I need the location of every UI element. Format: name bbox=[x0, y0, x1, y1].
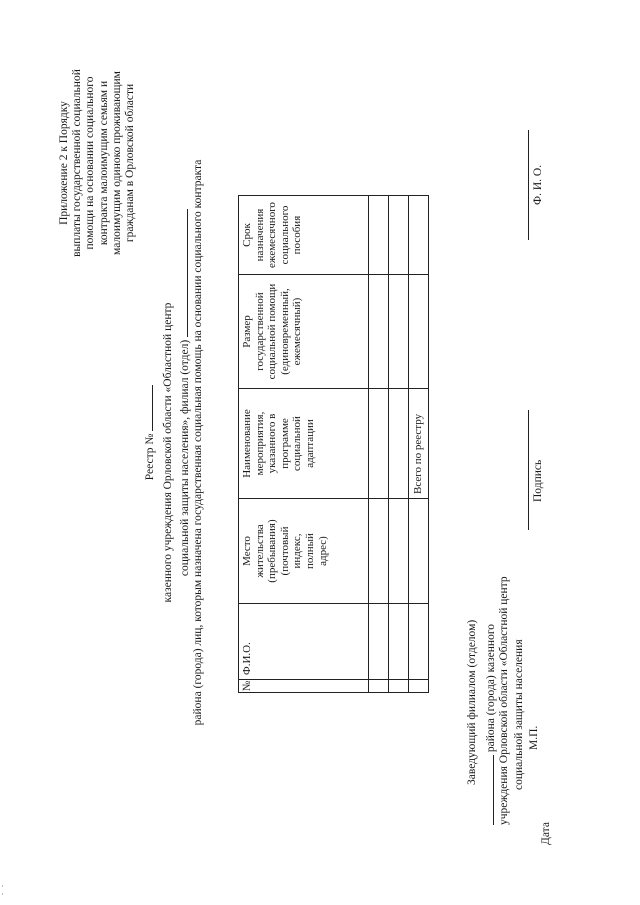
branch-field bbox=[177, 209, 188, 337]
title-line-2-text: социальной защиты населения», филиал (отдел) bbox=[179, 339, 191, 577]
header-number: № bbox=[239, 680, 369, 693]
fio-label: Ф. И. О. bbox=[532, 164, 544, 205]
fio-line bbox=[528, 130, 529, 240]
table-cell bbox=[369, 604, 389, 680]
table-cell bbox=[389, 389, 409, 499]
table-cell bbox=[389, 196, 409, 275]
header-amount: Размер государственной социальной помощи (единовременный, ежемесячный) bbox=[239, 275, 369, 389]
table-cell bbox=[409, 604, 429, 680]
table-cell bbox=[409, 196, 429, 275]
table-total-row bbox=[409, 196, 429, 693]
table-row bbox=[369, 196, 389, 693]
table-cell bbox=[389, 604, 409, 680]
table-cell bbox=[409, 275, 429, 389]
title-line-3: района (города) лиц, которым назначена государственная социальная помощь на основании социального контракта bbox=[192, 159, 204, 726]
title-line-2 bbox=[177, 0, 192, 905]
registry-number-label: Реестр № bbox=[144, 433, 156, 481]
registry-number-field bbox=[142, 385, 153, 431]
header-fio: Ф.И.О. bbox=[239, 604, 369, 680]
title-line-1: казенного учреждения Орловской области «Областной центр bbox=[162, 302, 174, 603]
total-label: Всего по реестру bbox=[409, 389, 429, 499]
scan-speck bbox=[2, 885, 3, 887]
head-title-line-2-text: района (города) казенного bbox=[485, 623, 497, 753]
appendix-header bbox=[58, 43, 137, 283]
header-term: Срок назначения ежемесячного социального пособия bbox=[239, 196, 369, 275]
head-title-line-4: социальной защиты населения bbox=[513, 639, 525, 790]
table-cell bbox=[389, 275, 409, 389]
date-label: Дата bbox=[540, 822, 552, 845]
stamp-label: М.П. bbox=[528, 725, 540, 750]
header-address: Место жительства (пребывания) (почтовый индекс, полный адрес) bbox=[239, 499, 369, 604]
head-title-line-3: учреждения Орловской области «Областной центр bbox=[498, 576, 510, 825]
table-cell bbox=[389, 680, 409, 693]
appendix-line: Приложение 2 к Порядку bbox=[58, 101, 70, 225]
signature-line bbox=[528, 410, 529, 530]
registry-title bbox=[142, 0, 157, 905]
registry-table bbox=[238, 195, 429, 693]
table-header-row bbox=[239, 196, 369, 693]
appendix-line: помощи на основании социального bbox=[84, 76, 97, 250]
table-cell bbox=[409, 680, 429, 693]
appendix-line: контракта малоимущим семьям и bbox=[97, 80, 110, 246]
header-activity: Наименование мероприятия, указанного в программе социальной адаптации bbox=[239, 389, 369, 499]
table-cell bbox=[389, 499, 409, 604]
table-row bbox=[389, 196, 409, 693]
table-cell bbox=[369, 499, 389, 604]
table-cell bbox=[369, 680, 389, 693]
signature-label: Подпись bbox=[532, 459, 544, 502]
table-cell bbox=[409, 499, 429, 604]
appendix-line: малоимущим одиноко проживающим bbox=[110, 71, 123, 255]
district-field bbox=[483, 755, 494, 825]
appendix-line: гражданам в Орловской области bbox=[124, 83, 137, 243]
table-cell bbox=[369, 389, 389, 499]
table-cell bbox=[369, 196, 389, 275]
scan-speck bbox=[2, 893, 3, 895]
head-title-line-2 bbox=[483, 624, 498, 825]
head-title-line-1: Заведующий филиалом (отделом) bbox=[466, 619, 478, 785]
table-cell bbox=[369, 275, 389, 389]
appendix-line: выплаты государственной социальной bbox=[71, 69, 84, 257]
